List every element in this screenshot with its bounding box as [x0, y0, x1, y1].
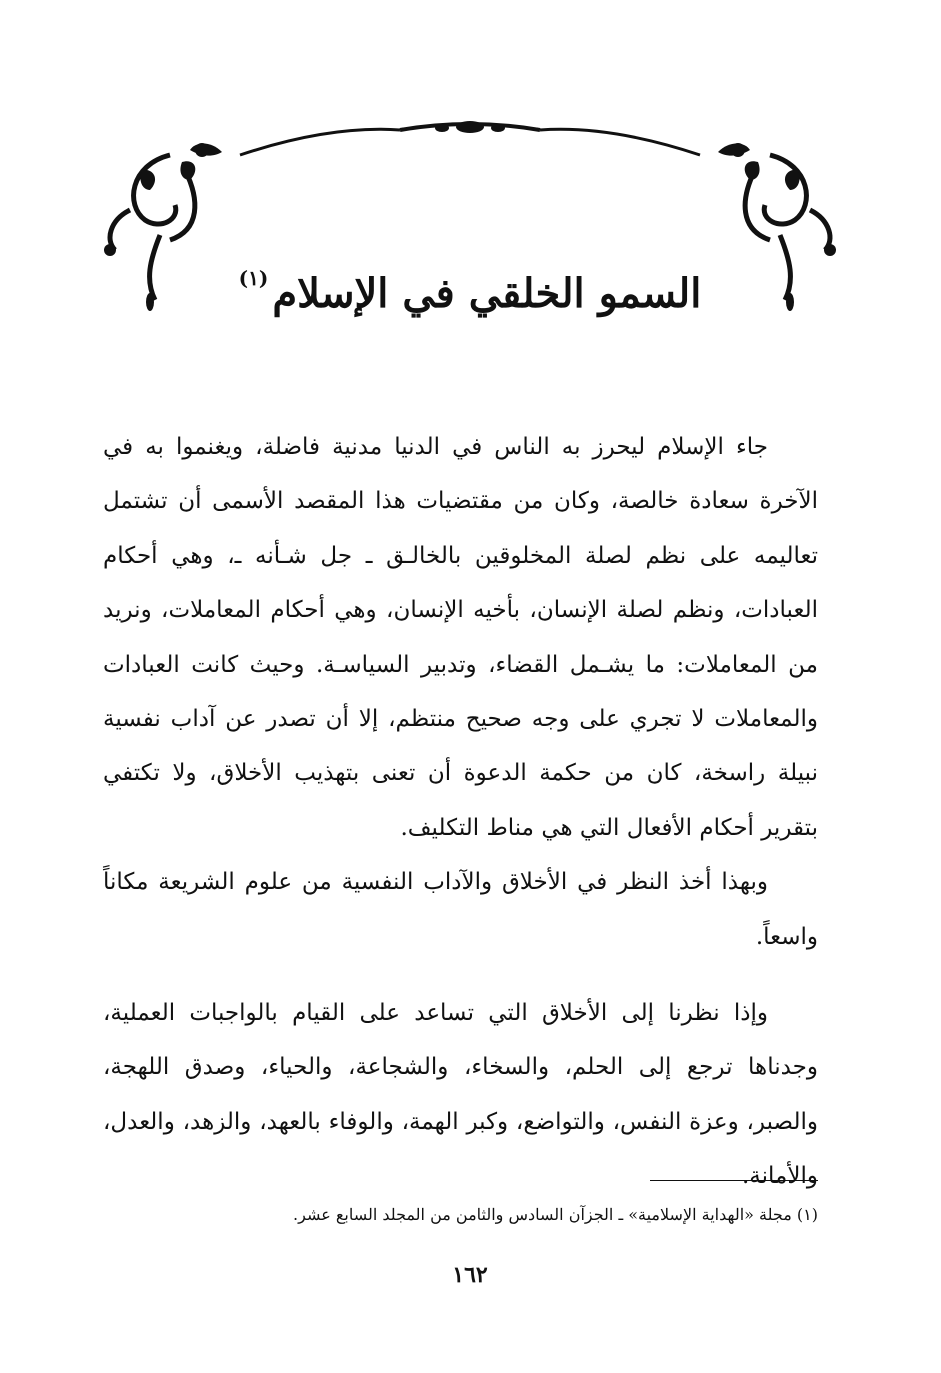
page-number: ١٦٢	[452, 1262, 488, 1288]
title-footnote-marker: (١)	[238, 266, 269, 290]
paragraph: جاء الإسلام ليحرز به الناس في الدنيا مدنية فاضلة، ويغنموا به في الآخرة سعادة خالصة، وكان من مقتضيات هذا المقصد الأسمى أن تشتمل تعاليمه على نظم لصلة المخلوقين بالخالـق ـ جل شـأنه ـ، وهي أحكام العبادات، ونظم لصلة الإنسان، بأخيه الإنسان، وهي أحكام المعاملات، ونريد من المعاملات: ما يشـمل القضاء، وتدبير السياسـة. وحيث كانت العبادات والمعاملات لا تجري على وجه صحيح منتظم، إلا أن تصدر عن آداب نفسية نبيلة راسخة، كان من حكمة الدعوة أن تعنى بتهذيب الأخلاق، ولا تكتفي بتقرير أحكام الأفعال التي هي مناط التكليف.	[103, 434, 818, 841]
chapter-title-text: السمو الخلقي في الإسلام	[272, 270, 702, 317]
paragraph: وبهذا أخذ النظر في الأخلاق والآداب النفسية من علوم الشريعة مكاناً واسعاً.	[103, 869, 818, 950]
footnote-divider	[650, 1180, 818, 1181]
body-text	[103, 420, 818, 1204]
chapter-title	[170, 248, 770, 324]
footnote: (١) مجلة «الهداية الإسلامية» ـ الجزآن السادس والثامن من المجلد السابع عشر.	[293, 1205, 818, 1224]
paragraph: وإذا نظرنا إلى الأخلاق التي تساعد على القيام بالواجبات العملية، وجدناها ترجع إلى الحلم، والسخاء، والشجاعة، والحياء، وصدق اللهجة، والصبر، وعزة النفس، والتواضع، وكبر الهمة، والوفاء بالعهد، والزهد، والعدل، والأمانة.	[103, 1000, 818, 1190]
